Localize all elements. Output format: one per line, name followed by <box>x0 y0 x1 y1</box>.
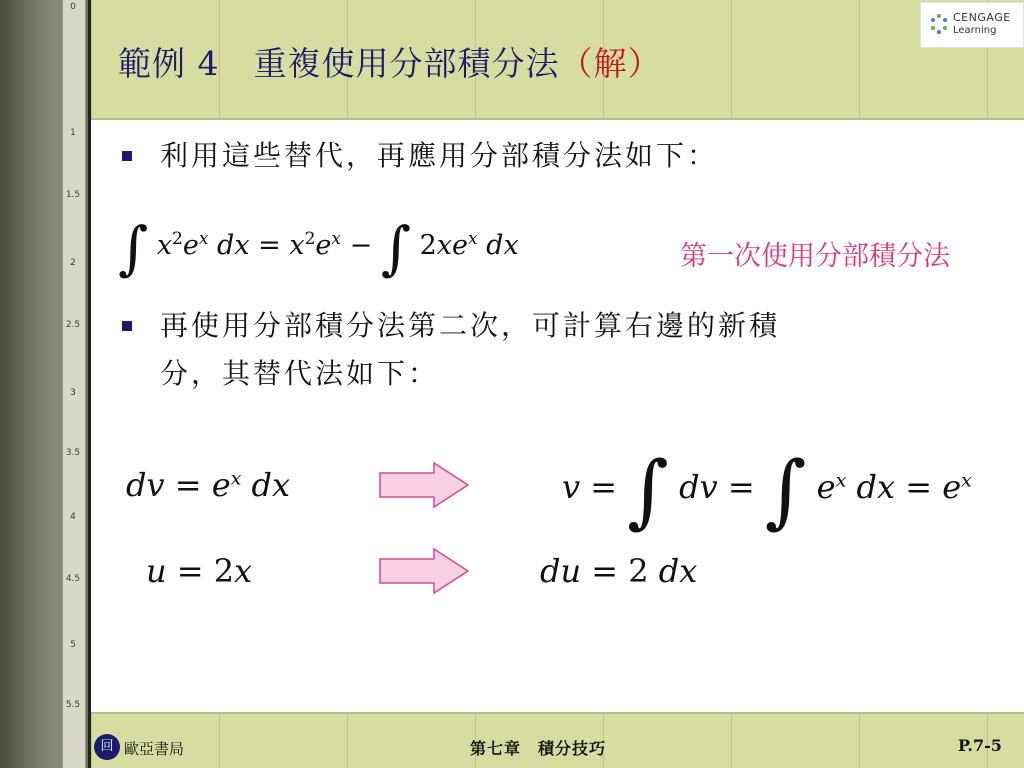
ruler-number: 2 <box>70 258 76 268</box>
equation-first-parts <box>118 214 519 282</box>
eq-term: v <box>562 468 581 506</box>
bullet-marker <box>122 151 132 161</box>
page-number: P.7-5 <box>958 736 1002 755</box>
eq-term: e <box>182 230 199 261</box>
integral-sign: ∫ <box>764 444 807 537</box>
eq-equals: = <box>581 552 629 590</box>
eq-exponent: x <box>198 229 209 249</box>
eq-term: x <box>234 552 253 590</box>
eq-term: dv <box>126 466 165 504</box>
eq-term: u <box>146 552 167 590</box>
integral-sign: ∫ <box>627 444 669 537</box>
eq-term: e <box>211 466 231 504</box>
eq-term: dx <box>477 230 519 261</box>
eq-term: dx <box>241 466 291 504</box>
ruler-number: 2.5 <box>65 320 81 330</box>
v-integral <box>562 444 972 537</box>
right-arrow-icon <box>378 461 470 509</box>
eq-exponent: x <box>468 229 478 249</box>
ruler-number: 5.5 <box>65 700 81 710</box>
dv-definition <box>126 466 290 504</box>
cengage-logo <box>920 2 1024 48</box>
title-solution: （解） <box>559 44 662 83</box>
ruler-number: 0 <box>70 2 76 12</box>
ruler-number: 5 <box>70 640 76 650</box>
ruler-number: 1.5 <box>65 190 81 200</box>
ruler-number: 4.5 <box>65 574 81 584</box>
ruler-strip <box>62 0 86 768</box>
eq-term: x <box>156 230 173 261</box>
ruler-number: 4 <box>70 512 76 522</box>
publisher-icon: 回 <box>94 734 120 760</box>
logo-line1: CENGAGE <box>953 11 1011 24</box>
eq-term: dx <box>846 468 896 506</box>
title-text: 範例 4 重複使用分部積分法 <box>118 44 560 83</box>
header-rule <box>91 118 1024 120</box>
eq-term: dx <box>658 552 698 590</box>
annotation-note: 第一次使用分部積分法 <box>680 241 950 272</box>
bullet-marker <box>122 321 132 331</box>
eq-term: dv <box>668 468 718 506</box>
bullet-text-2-line1: 再使用分部積分法第二次，可計算右邊的新積 <box>160 309 781 342</box>
eq-term: e <box>806 468 836 506</box>
eq-exponent: x <box>331 229 341 249</box>
ruler-number: 3.5 <box>65 448 81 458</box>
eq-term: e <box>315 230 332 261</box>
right-arrow-icon <box>378 547 470 595</box>
eq-exponent: x <box>961 469 972 492</box>
eq-term: du <box>540 552 582 590</box>
eq-term: x <box>436 230 453 261</box>
logo-line2: Learning <box>953 25 997 36</box>
eq-equals: = <box>580 468 628 506</box>
ruler-number: 3 <box>70 388 76 398</box>
integral-sign: ∫ <box>380 214 411 282</box>
eq-term: e <box>942 468 962 506</box>
ruler-number: 1 <box>70 128 76 138</box>
slide-title <box>118 38 662 85</box>
eq-equals: = <box>895 468 943 506</box>
eq-term: 2 <box>213 552 235 590</box>
publisher-name: 歐亞書局 <box>124 740 185 758</box>
eq-term: 2 <box>628 552 659 590</box>
eq-equals: = <box>166 552 214 590</box>
eq-equals: = <box>717 468 765 506</box>
integral-sign: ∫ <box>118 214 149 282</box>
chapter-label: 第七章 積分技巧 <box>470 739 607 758</box>
du-definition <box>540 552 697 590</box>
eq-exponent: x <box>835 469 847 492</box>
eq-minus: − <box>340 230 381 261</box>
bullet-text-1: 利用這些替代，再應用分部積分法如下： <box>160 139 719 172</box>
bullet-text-2-line2: 分，其替代法如下： <box>160 357 440 390</box>
eq-term: 2 <box>419 230 437 261</box>
eq-exponent: 2 <box>172 229 183 249</box>
u-definition <box>146 552 252 590</box>
eq-term: e <box>452 230 468 261</box>
eq-term: x <box>289 230 305 261</box>
eq-equals: = <box>249 230 290 261</box>
eq-exponent: 2 <box>304 229 316 249</box>
cengage-dots-icon <box>929 13 949 35</box>
eq-term: dx <box>208 230 250 261</box>
eq-exponent: x <box>230 467 242 490</box>
eq-equals: = <box>164 466 212 504</box>
